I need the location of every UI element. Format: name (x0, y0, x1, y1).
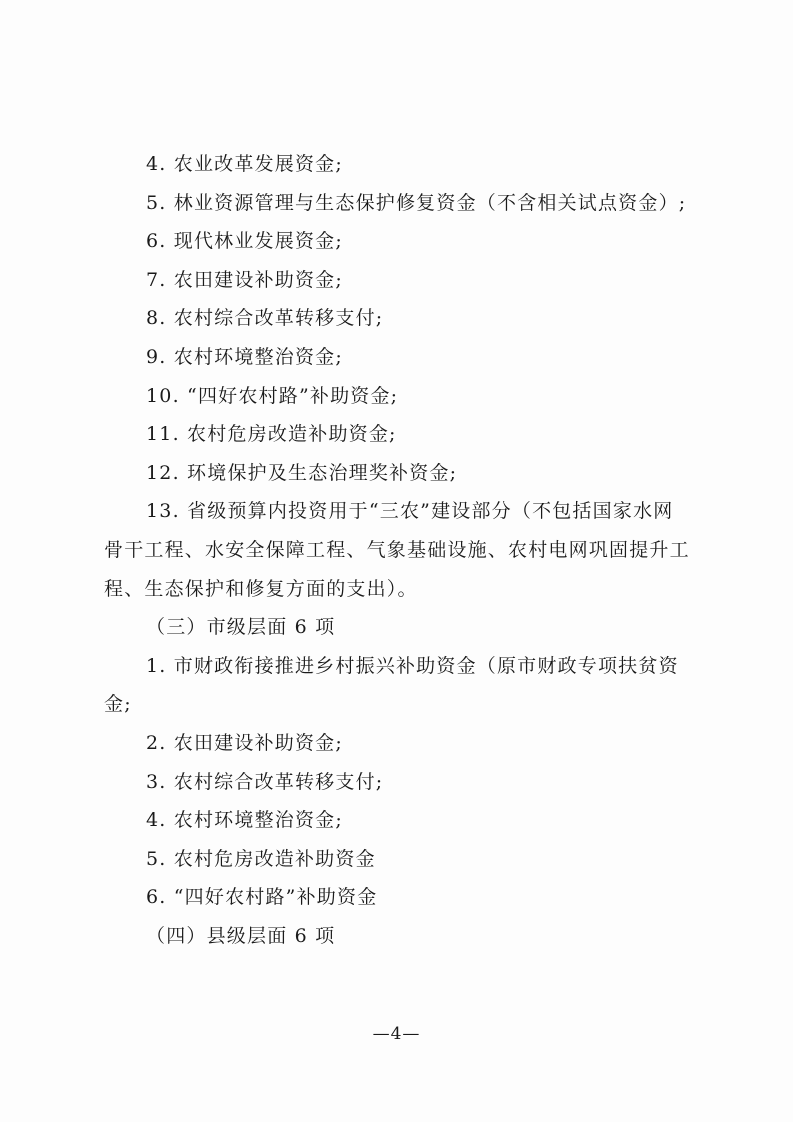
body-line: 程、生态保护和修复方面的支出）。 (104, 577, 418, 600)
body-line: 4. 农村环境整治资金; (146, 809, 343, 832)
body-line: 12. 环境保护及生态治理奖补资金; (146, 461, 458, 484)
section-heading: （三）市级层面 6 项 (146, 616, 336, 639)
section-heading: （四）县级层面 6 项 (146, 924, 336, 947)
page-number: —4— (372, 1024, 421, 1044)
body-line: 2. 农田建设补助资金; (146, 731, 343, 754)
body-line: 1. 市财政衔接推进乡村振兴补助资金（原市财政专项扶贫资 (146, 654, 679, 677)
body-line: 5. 农村危房改造补助资金 (146, 847, 376, 870)
body-line: 金; (104, 693, 132, 716)
body-line: 9. 农村环境整治资金; (146, 345, 343, 368)
body-line: 7. 农田建设补助资金; (146, 268, 343, 291)
body-line: 10. “四好农村路”补助资金; (146, 384, 399, 407)
body-line: 5. 林业资源管理与生态保护修复资金（不含相关试点资金）; (146, 191, 687, 214)
body-line: 8. 农村综合改革转移支付; (146, 307, 384, 330)
body-line: 3. 农村综合改革转移支付; (146, 770, 384, 793)
body-line: 4. 农业改革发展资金; (146, 153, 343, 175)
body-line: 13. 省级预算内投资用于“三农”建设部分（不包括国家水网 (146, 500, 674, 523)
body-line: 骨干工程、水安全保障工程、气象基础设施、农村电网巩固提升工 (104, 538, 690, 561)
body-line: 11. 农村危房改造补助资金; (146, 423, 397, 446)
document-body (104, 145, 704, 955)
body-line: 6. “四好农村路”补助资金 (146, 886, 378, 909)
body-line: 6. 现代林业发展资金; (146, 230, 343, 253)
